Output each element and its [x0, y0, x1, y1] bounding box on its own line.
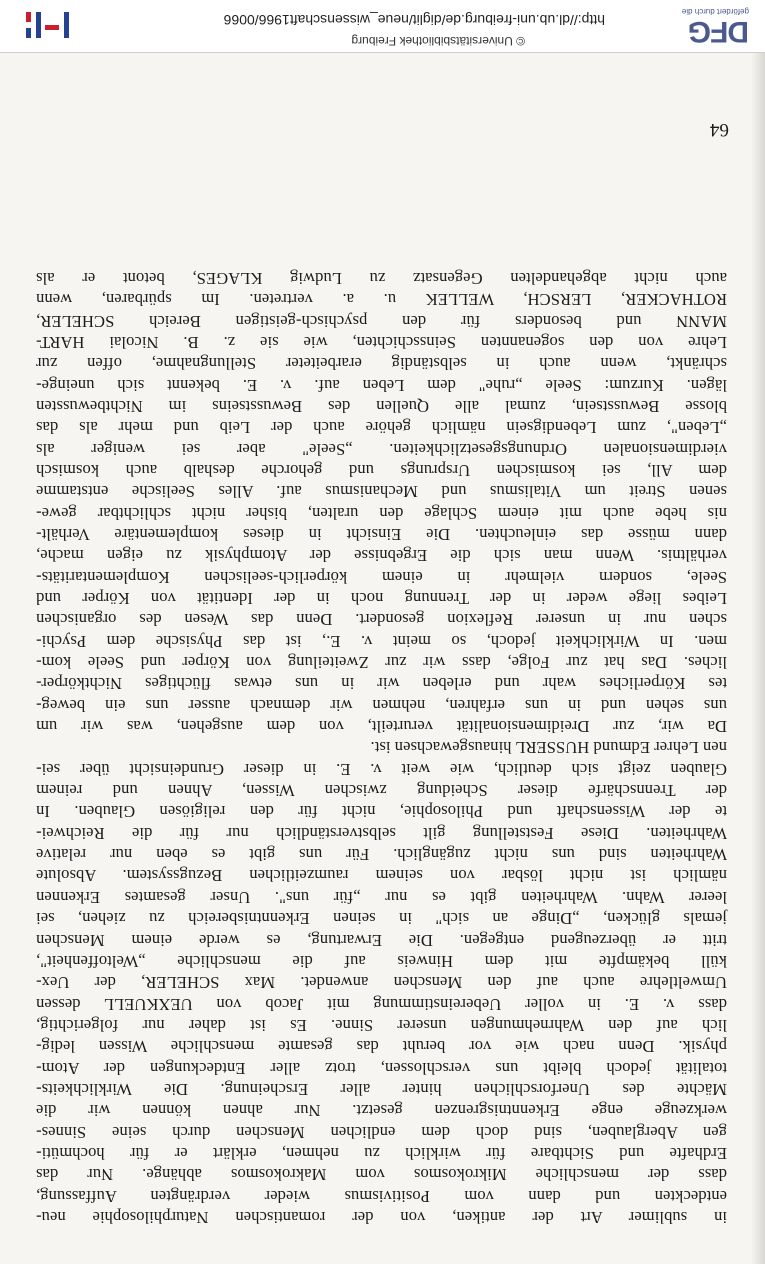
text-line: Glauben zeigt sich deutlich, wie weit v. E. in dieser Grundeinsicht über sei-: [36, 759, 727, 779]
text-line: schränkt, wenn auch in selbständig erarbeiteter Stellungnahme, offen zur: [36, 354, 727, 374]
text-line: dass v. E. in voller Uebereinstimmung mit Jacob von UEXKUELL dessen: [36, 994, 727, 1014]
text-line: Leibes liege weder in der Trennung noch in der Identität von Körper und: [36, 589, 727, 609]
text-line: physik. Denn nach wie vor beruht das gesamte menschliche Wissen ledig-: [36, 1037, 727, 1057]
page-body-text: [36, 268, 727, 1228]
text-line: nen Lehrer Edmund HUSSERL hinausgewachsen ist.: [370, 738, 727, 758]
text-line: „Leben", zum Lebendigsein nämlich gehöre auch der Leib und mehr als das: [36, 418, 727, 438]
text-line: men. In Wirklichkeit jedoch, so meint v. E., ist das Physische dem Psychi-: [36, 631, 727, 651]
text-line: Wahrheiten. Diese Feststellung gilt selbstverständlich nur für die Reichwei-: [36, 823, 727, 843]
text-line: Wahrheiten sind uns nicht zugänglich. Für uns gibt es eben nur relative: [36, 845, 727, 865]
text-line: ROTHACKER, LERSCH, WELLEK u. a. vertreten. Im spürbaren, wenn: [36, 290, 727, 310]
text-line: küll bekämpfte mit dem Hinweis auf die menschliche „Weltoffenheit",: [36, 951, 727, 971]
text-line: dann müsse das einleuchten. Die Einsicht in dieses komplementäre Verhält-: [36, 525, 727, 544]
text-line: dem All, sei kosmischen Ursprungs und gehorche deshalb auch kosmisch: [36, 460, 727, 480]
text-line: leerer Wahn. Wahrheiten gibt es nur „für uns". Unser gesamtes Erkennen: [36, 887, 727, 907]
text-line: MANN und besonders für den psychisch-geistigen Bereich SCHELER,: [36, 311, 727, 331]
text-line: jemals glücken, „Dinge an sich" in seinen Erkenntnisbereich zu ziehen, sei: [36, 909, 727, 929]
text-line: Mächte des Unerforschlichen hinter aller Erscheinung. Die Wirklichkeits-: [36, 1079, 727, 1099]
text-line: gen Aberglauben, sind doch dem endlichen Menschen durch seine Sinnes-: [36, 1122, 727, 1142]
text-line: totalität jedoch bleibt uns verschlossen, trotz aller Entdeckungen der Atom-: [36, 1058, 727, 1078]
text-line: werkzeuge enge Erkenntnisgrenzen gesetzt. Nur ahnen können wir die: [36, 1101, 727, 1121]
text-line: entdeckten und dann vom Positivismus wieder verdrängten Auffassung,: [36, 1186, 727, 1206]
page-number: 64: [710, 119, 729, 140]
text-line: Seele, sondern vielmehr in einem körperlich-seelischen Komplementaritäts-: [36, 567, 727, 587]
text-line: der Trennschärfe dieser Scheidung zwischen Wissen, Ahnen und reinem: [36, 781, 727, 801]
text-line: in sublimer Art der antiken, von der romantischen Naturphilosophie neu-: [36, 1208, 727, 1227]
dfg-logo: [639, 6, 749, 46]
text-line: Umweltlehre auch auf den Menschen anwendet. Max SCHELER, der Uex-: [36, 973, 727, 993]
text-line: tes Körperliches wahr und erleben wir in uns etwas flüchtiges Nichtkörper-: [36, 674, 727, 694]
text-line: te der Wissenschaft und Philosophie, nicht für den religiösen Glauben. In: [36, 802, 727, 822]
text-line: blosse Bewusstsein, zumal alle Quellen des Bewusstseins im Nichtbewussten: [36, 396, 727, 416]
text-line: dass der menschliche Mikrokosmos vom Makrokosmos abhänge. Nur das: [36, 1165, 727, 1185]
text-line: senen Streit um Vitalismus und Mechanismus auf. Alles Seelische entstamme: [36, 482, 727, 502]
ub-freiburg-logo-icon: [15, 6, 75, 46]
text-line: lich auf den Wahrnehmungen unserer Sinne. Es ist daher nur folgerichtig,: [36, 1015, 727, 1035]
text-line: lägen. Kurzum: Seele „ruhe" dem Leben auf. v. E. bekennt sich uneinge-: [36, 375, 727, 395]
text-line: vierdimensionalen Ordnungsgesetzlichkeiten. „Seele" aber sei weniger als: [36, 439, 727, 459]
dfg-logo-letters: DFG: [688, 15, 749, 48]
text-line: nis hebe auch mit einem Schlage den uralten, bisher nicht schlichtbar gewe-: [36, 503, 727, 523]
footer-bar: [0, 0, 765, 53]
text-line: Erdhafte und Sichtbare für wirklich zu nehmen, erklärt er für hochmüti-: [36, 1143, 727, 1163]
text-line: verhältnis. Wenn man sich die Ergebnisse der Atomphysik zu eigen mache,: [36, 546, 727, 566]
dfg-logo-tagline: gefördert durch die: [681, 7, 749, 16]
text-line: nämlich ist nicht lösbar von seinem raumzeitlichen Bezugssystem. Absolute: [36, 866, 727, 886]
text-line: liches. Das hat zur Folge, dass wir zur Zweiteilung von Körper und Seele kom-: [36, 653, 727, 673]
text-line: Lehre von den sogenannten Seinsschichten, wie sie z. B. Nicolai HART-: [36, 332, 727, 352]
text-line: uns sehen und in uns erfahren, nehmen wir demnach ausser uns ein beweg-: [36, 695, 727, 715]
text-line: tritt er überzeugend entgegen. Die Erwartung, es werde einem Menschen: [36, 930, 727, 950]
text-line: schen nur in unserer Reflexion gesondert. Denn das Wesen des organischen: [36, 610, 727, 630]
footer-credit: © Universitätsbibliothek Freiburg: [351, 34, 525, 48]
text-line: Da wir, zur Dreidimensionalität verurteilt, von dem ausgehen, was wir um: [36, 717, 727, 737]
footer-url[interactable]: http://dl.ub.uni-freiburg.de/diglit/neue_wissenschaft1966/0066: [223, 12, 605, 28]
text-line: auch nicht abgehandelten Gegensatz zu Ludwig KLAGES, betont er als: [36, 268, 727, 288]
